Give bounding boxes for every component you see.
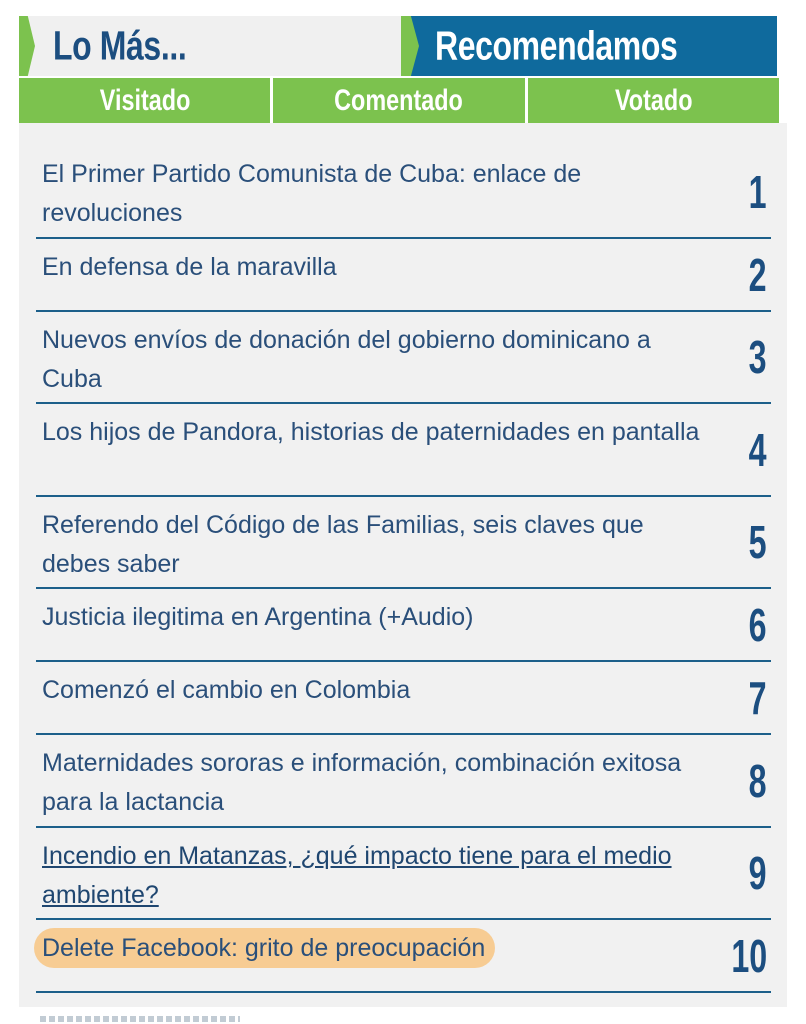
chevron-right-icon: [401, 16, 419, 76]
rank-number: 10: [731, 929, 767, 982]
list-item[interactable]: [36, 497, 771, 589]
list-item[interactable]: [36, 828, 771, 920]
subtab-label: Comentado: [334, 83, 464, 117]
list-item-link[interactable]: Justicia ilegitima en Argentina (+Audio): [42, 603, 474, 631]
list-item-link[interactable]: Los hijos de Pandora, historias de paternidades en pantalla: [42, 418, 700, 446]
list-item-link[interactable]: Incendio en Matanzas, ¿qué impacto tiene para el medio ambiente?: [42, 842, 672, 909]
chevron-right-icon: [19, 16, 35, 76]
list-item-link[interactable]: En defensa de la maravilla: [42, 253, 337, 281]
tab-recomendamos[interactable]: [401, 16, 777, 76]
cutoff-text-fragment: [40, 1016, 240, 1022]
list-item-link[interactable]: Comenzó el cambio en Colombia: [42, 676, 411, 704]
rank-number: 4: [749, 423, 767, 476]
list-item-link[interactable]: Referendo del Código de las Familias, seis claves que debes saber: [42, 511, 644, 578]
list-item-link[interactable]: Maternidades sororas e información, combinación exitosa para la lactancia: [42, 749, 682, 816]
ranking-panel: [19, 123, 787, 1007]
list-item[interactable]: [36, 735, 771, 828]
list-item[interactable]: [36, 312, 771, 404]
tab-recomendamos-label: Recomendamos: [435, 22, 678, 69]
list-item[interactable]: [36, 404, 771, 497]
rank-number: 5: [749, 516, 767, 568]
list-item[interactable]: [36, 662, 771, 735]
subtab-label: Votado: [614, 83, 693, 117]
rank-number: 3: [749, 331, 767, 383]
subtab-comentado[interactable]: [273, 78, 527, 123]
highlighted-title: Delete Facebook: grito de preocupación: [34, 928, 495, 968]
rank-number: 7: [749, 671, 767, 724]
rank-number: 1: [749, 165, 767, 218]
list-item[interactable]: [36, 239, 771, 312]
subtab-votado[interactable]: [528, 78, 779, 123]
subtab-bar: [19, 78, 779, 123]
ranking-list: [36, 146, 771, 993]
rank-number: 8: [749, 754, 767, 807]
subtab-visitado[interactable]: [19, 78, 273, 123]
list-item-link-highlighted[interactable]: [42, 929, 707, 968]
list-item[interactable]: [36, 589, 771, 662]
subtab-label: Visitado: [99, 83, 190, 117]
tab-lo-mas[interactable]: [19, 16, 401, 76]
list-item-link[interactable]: Nuevos envíos de donación del gobierno dominicano a Cuba: [42, 326, 651, 393]
rank-number: 9: [749, 847, 767, 899]
list-item[interactable]: [36, 146, 771, 239]
rank-number: 6: [749, 598, 767, 651]
section-header: [19, 16, 777, 76]
list-item-link[interactable]: El Primer Partido Comunista de Cuba: enlace de revoluciones: [42, 160, 582, 227]
list-item[interactable]: [36, 920, 771, 993]
rank-number: 2: [749, 248, 767, 301]
tab-lo-mas-label: Lo Más...: [53, 22, 187, 69]
